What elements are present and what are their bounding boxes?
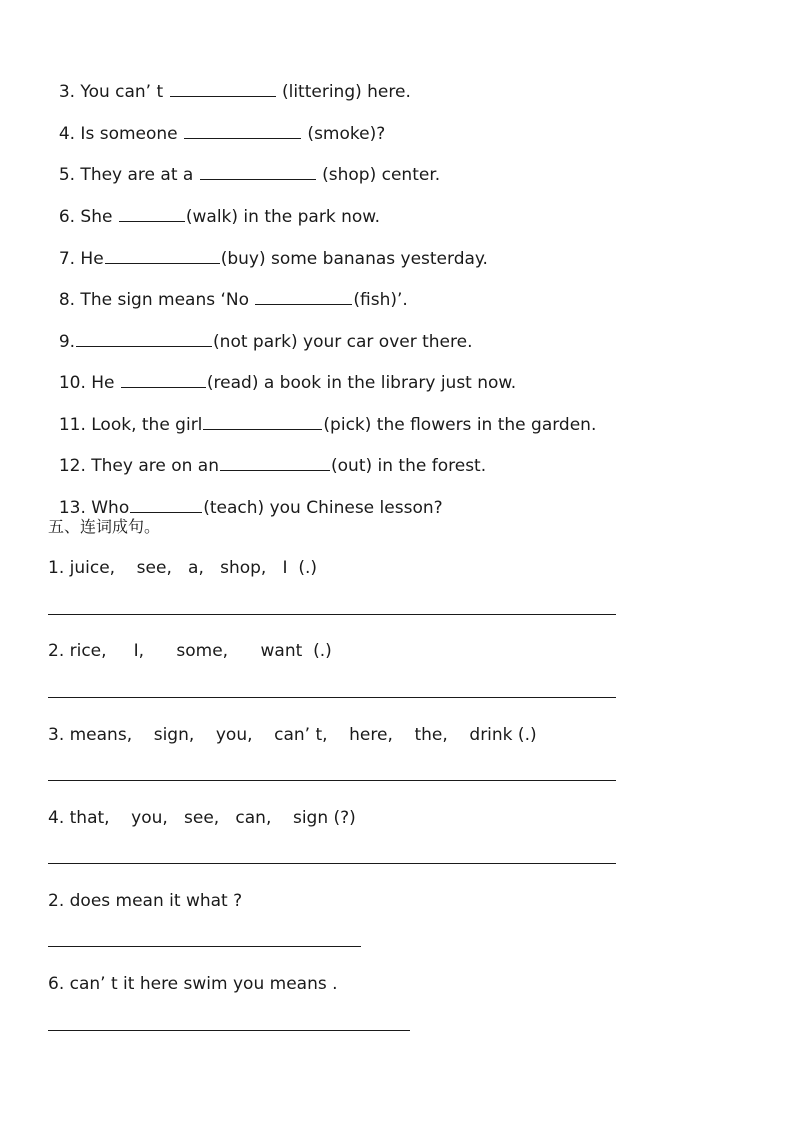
question-9 (48, 308, 472, 353)
question-13-suffix: (teach) you Chinese lesson? (203, 498, 443, 518)
question-10 (48, 349, 516, 394)
answer-line-1[interactable] (48, 614, 616, 615)
reorder-item-1: 1. juice, see, a, shop, I (.) (48, 558, 318, 578)
reorder-item-4: 4. that, you, see, can, sign (?) (48, 808, 356, 828)
question-12-suffix: (out) in the forest. (331, 456, 487, 476)
answer-line-5[interactable] (48, 946, 361, 947)
question-3-suffix: (littering) here. (276, 82, 411, 102)
answer-blank-9[interactable] (76, 330, 212, 347)
question-12-prefix: 12. They are on an (58, 456, 220, 476)
question-9-prefix: 9. (58, 332, 76, 352)
section-heading: 五、连词成句。 (48, 517, 161, 536)
answer-blank-10[interactable] (121, 371, 206, 388)
question-7 (48, 225, 488, 270)
answer-line-6[interactable] (48, 1030, 410, 1031)
question-11-prefix: 11. Look, the girl (58, 415, 203, 435)
question-5-suffix: (shop) center. (316, 165, 441, 185)
answer-line-4[interactable] (48, 863, 616, 864)
question-4-suffix: (smoke)? (302, 124, 386, 144)
question-8-prefix: 8. The sign means ‘No (58, 290, 255, 310)
answer-blank-5[interactable] (200, 163, 316, 180)
reorder-item-5: 2. does mean it what ? (48, 891, 243, 911)
question-6-suffix: (walk) in the park now. (185, 207, 381, 227)
answer-blank-6[interactable] (119, 205, 185, 222)
question-8-suffix: (fish)’. (353, 290, 408, 310)
question-6-prefix: 6. She (58, 207, 118, 227)
reorder-item-2: 2. rice, I, some, want (.) (48, 641, 332, 661)
question-11 (48, 391, 596, 436)
question-5-prefix: 5. They are at a (58, 165, 199, 185)
reorder-item-3: 3. means, sign, you, can’ t, here, the, drink (.) (48, 725, 537, 745)
question-6 (48, 183, 380, 228)
answer-blank-8[interactable] (255, 288, 352, 305)
answer-blank-13[interactable] (130, 496, 202, 513)
answer-line-3[interactable] (48, 780, 616, 781)
answer-blank-7[interactable] (105, 247, 220, 264)
question-8 (48, 266, 408, 311)
question-7-suffix: (buy) some bananas yesterday. (220, 249, 488, 269)
question-5 (48, 141, 440, 186)
question-4-prefix: 4. Is someone (58, 124, 184, 144)
answer-blank-3[interactable] (170, 80, 276, 97)
answer-blank-11[interactable] (203, 413, 322, 430)
question-11-suffix: (pick) the flowers in the garden. (323, 415, 597, 435)
question-4 (48, 100, 385, 145)
question-13 (48, 474, 443, 519)
question-12 (48, 432, 486, 477)
question-7-prefix: 7. He (58, 249, 104, 269)
question-9-suffix: (not park) your car over there. (213, 332, 473, 352)
question-3 (48, 58, 411, 103)
answer-blank-4[interactable] (184, 122, 301, 139)
answer-line-2[interactable] (48, 697, 616, 698)
question-13-prefix: 13. Who (58, 498, 130, 518)
reorder-item-6: 6. can’ t it here swim you means . (48, 974, 338, 994)
question-3-prefix: 3. You can’ t (58, 82, 169, 102)
answer-blank-12[interactable] (220, 454, 330, 471)
question-10-suffix: (read) a book in the library just now. (206, 373, 517, 393)
question-10-prefix: 10. He (58, 373, 120, 393)
